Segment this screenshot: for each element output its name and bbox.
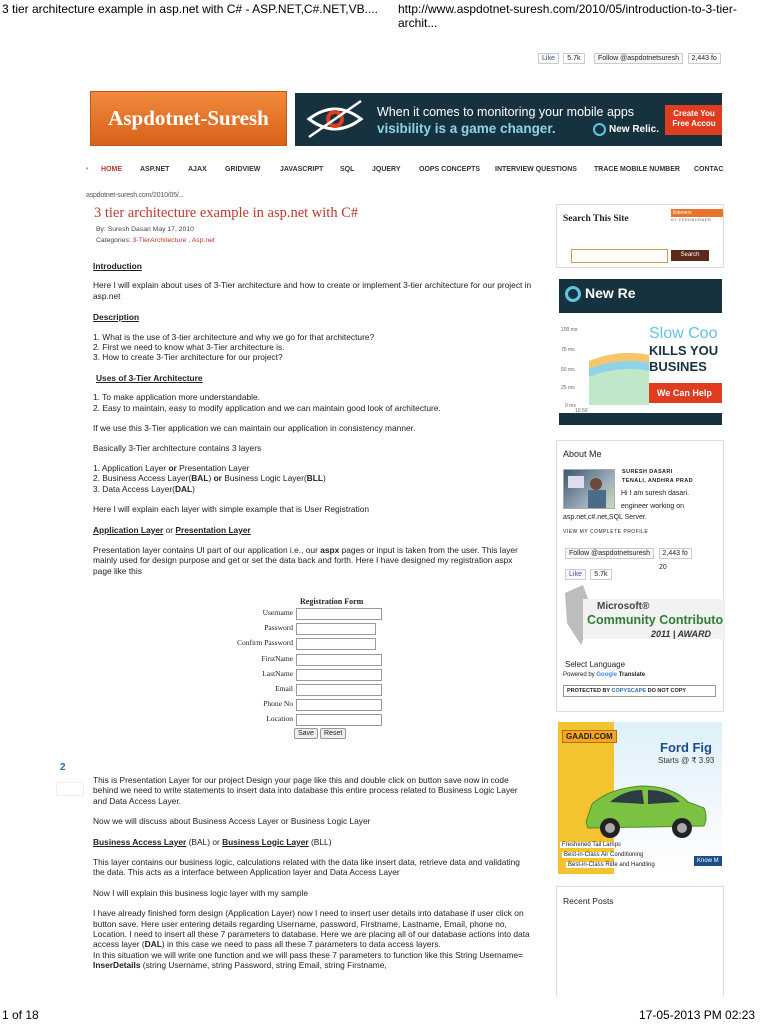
newrelic-logo-icon	[593, 123, 606, 136]
phone-input[interactable]	[296, 699, 382, 711]
discuss-paragraph: Now we will discuss about Business Access Layer or Business Logic Layer	[93, 816, 371, 827]
print-header-url: http://www.aspdotnet-suresh.com/2010/05/introduction-to-3-tier-archit...	[398, 2, 737, 30]
nav-trace-mobile[interactable]: TRACE MOBILE NUMBER	[594, 166, 680, 173]
banner-line1: When it comes to monitoring your mobile apps	[377, 105, 635, 119]
presentation-paragraph: Presentation layer contains UI part of our application i.e., our aspx pages or input is taken from the user. This layer mainly used for design purpose and get or set the data back and forth. Here I have designed my registration aspx page like this	[93, 544, 518, 576]
nav-sql[interactable]: SQL	[340, 166, 355, 173]
overlay-url-text: aspdotnet-suresh.com/2010/05/...	[86, 192, 184, 199]
list-item: 3. Data Access Layer(DAL)	[93, 483, 195, 494]
list-item: 2. Business Access Layer(BAL) or Business Logic Layer(BLL)	[93, 473, 326, 484]
mvp-award-badge: Microsoft® Community Contributo 2011 | AWARD	[563, 583, 725, 645]
banner-line2: visibility is a game changer.	[377, 121, 556, 136]
application-layer-heading: Application Layer or Presentation Layer	[93, 524, 251, 535]
nav-gridview[interactable]: GRIDVIEW	[225, 166, 261, 173]
main-nav	[86, 164, 722, 178]
basically-paragraph: Basically 3-Tier architecture contains 3 layers	[93, 443, 262, 454]
ad1-tick: 50 ms	[561, 367, 575, 373]
username-input[interactable]	[296, 608, 382, 620]
view-profile-link[interactable]: VIEW MY COMPLETE PROFILE	[563, 529, 649, 535]
eye-icon	[305, 99, 365, 139]
about-name[interactable]: SURESH DASARI	[622, 469, 673, 475]
pagination-number[interactable]: 2	[60, 762, 66, 773]
nav-bullet: •	[86, 166, 89, 173]
sidebar-like-count: 5.7k	[590, 569, 611, 580]
search-input[interactable]	[571, 249, 668, 263]
nav-contact[interactable]: CONTAC	[694, 166, 724, 173]
avatar[interactable]	[563, 469, 615, 509]
label-email: Email	[275, 684, 293, 693]
car-image	[580, 774, 710, 844]
follow-button[interactable]: Follow @aspdotnetsuresh	[594, 53, 683, 64]
banner-brand: New Relic.	[593, 123, 659, 136]
label-username: Username	[262, 608, 293, 617]
nav-ajax[interactable]: AJAX	[188, 166, 207, 173]
like-button[interactable]: Like	[538, 53, 559, 64]
label-location: Location	[266, 714, 293, 723]
intro-paragraph: Here I will explain about uses of 3-Tier architecture and how to create or implement 3-tier architecture for our project in asp.net	[93, 280, 532, 301]
confirm-password-input[interactable]	[296, 638, 376, 650]
ad2-feature-3: Best-in-Class Ride and Handling	[568, 862, 655, 868]
sidebar-follow-button[interactable]: Follow @aspdotnetsuresh	[565, 548, 654, 559]
category-link-3tier[interactable]: 3-TierArchitecture	[132, 237, 187, 244]
sidebar-like-button[interactable]: Like	[565, 569, 586, 580]
sidebar-follow-widget[interactable]	[565, 542, 692, 560]
like-widget[interactable]	[538, 47, 585, 61]
ad1-brand: New Re	[565, 285, 636, 302]
article-title: 3 tier architecture example in asp.net with C#	[94, 205, 359, 221]
newrelic-logo-icon	[565, 286, 581, 302]
uses-list	[93, 392, 533, 413]
copyscape-badge[interactable]: PROTECTED BY COPYSCAPE DO NOT COPY	[563, 685, 716, 697]
list-item: 1. Application Layer or Presentation Layer	[93, 462, 250, 473]
ad1-tick: 0 ms	[565, 403, 576, 409]
nav-javascript[interactable]: JAVASCRIPT	[280, 166, 324, 173]
ad1-line1: Slow Coo	[649, 325, 718, 342]
password-input[interactable]	[296, 623, 376, 635]
nav-interview[interactable]: INTERVIEW QUESTIONS	[495, 166, 577, 173]
intro-heading: Introduction	[93, 261, 142, 271]
ad1-tick: 100 ms	[561, 327, 578, 333]
newrelic-banner-ad[interactable]	[295, 93, 722, 146]
newrelic-side-ad[interactable]	[559, 279, 722, 425]
description-heading: Description	[93, 312, 140, 323]
nav-aspnet[interactable]: ASP.NET	[140, 166, 170, 173]
print-footer-page: 1 of 18	[2, 1008, 39, 1022]
layers-list	[93, 463, 533, 494]
about-bio-1: Hi I am suresh dasari.	[621, 490, 690, 497]
gaadi-side-ad[interactable]	[558, 722, 722, 874]
label-confirm-password: Confirm Password	[236, 638, 293, 647]
ad2-price: Starts @ ₹ 3.93	[658, 756, 715, 765]
business-layer-heading: Business Access Layer (BAL) or Business Logic Layer (BLL)	[93, 836, 332, 847]
google-logo: Google	[596, 672, 618, 678]
mvp-microsoft: Microsoft®	[597, 601, 650, 612]
label-password: Password	[264, 623, 293, 632]
ad2-model: Ford Fig	[660, 740, 712, 755]
article-body-bottom	[93, 775, 533, 971]
site-logo-text: Aspdotnet-Suresh	[108, 106, 269, 130]
uses-heading: Uses of 3-Tier Architecture	[96, 372, 203, 383]
ad2-feature-1: Freshened Tail Lamps	[562, 842, 621, 848]
location-input[interactable]	[296, 714, 382, 726]
mvp-award: AWARD	[677, 629, 712, 639]
ad1-tick: 75 ms	[561, 347, 575, 353]
mvp-line1: Community Contributo	[587, 613, 724, 627]
ad2-brand: GAADI.COM	[562, 730, 617, 743]
pagination-box	[56, 782, 84, 796]
feedburner-badge[interactable]: listeners BY FEEDBURNER	[671, 209, 723, 225]
ad2-feature-2: Best-in-Class Air Conditioning	[564, 852, 644, 858]
list-item: 2. First we need to know what 3-Tier architecture is.	[93, 342, 285, 353]
final-paragraph: I have already finished form design (Application Layer) now I need to insert user details into database if user click on button save. Here user entering details regarding Username, password, Firstname, Lastname, Email, phone no, Location. I need to insert all these 7 parameters to database. Here we are placing all of our database actions into data access layer (DAL) in this case we need to pass all these 7 parameters to data access layers. In this situation we will write one function and we will pass these 7 parameters to function like this String Username= InserDetails (string Username, string Password, string Email, string Firstname,	[93, 908, 530, 971]
recent-posts-widget	[556, 886, 724, 997]
explain2-paragraph: Now I will explain this business logic layer with my sample	[93, 887, 309, 898]
ad1-tick: 25 ms	[561, 385, 575, 391]
about-bio-2: engineer working on	[621, 503, 685, 510]
powered-by-google: Powered by Google Translate	[563, 672, 646, 678]
nav-oops[interactable]: OOPS CONCEPTS	[419, 166, 481, 173]
sidebar-follow-count: 2,443 fo	[659, 548, 692, 559]
recent-posts-title: Recent Posts	[563, 896, 614, 906]
ad1-xtick: 10:50	[575, 408, 588, 414]
category-link-aspnet[interactable]: Asp.net	[191, 237, 215, 244]
ad1-graph-graphic	[589, 331, 649, 405]
reset-button[interactable]: Reset	[320, 728, 346, 739]
lastname-input[interactable]	[296, 669, 382, 681]
nav-jquery[interactable]: JQUERY	[372, 166, 401, 173]
follow-count: 2,443 fo	[688, 53, 721, 64]
explain-paragraph: Here I will explain each layer with simple example that is User Registration	[93, 504, 370, 515]
plusone-count: 20	[659, 564, 667, 571]
like-count: 5.7k	[563, 53, 584, 64]
list-item: 1. What is the use of 3-tier architecture and why we go for that architecture?	[93, 331, 375, 342]
about-me-widget	[556, 440, 724, 712]
label-lastname: LastName	[262, 669, 293, 678]
nav-home[interactable]: HOME	[101, 166, 122, 173]
email-input[interactable]	[296, 684, 382, 696]
article-categories: Categories: 3-TierArchitecture , Asp.net	[96, 237, 215, 244]
article-body-top	[93, 261, 533, 576]
list-item: 2. Easy to maintain, easy to modify application and we can maintain good look of architecture.	[93, 402, 441, 413]
select-language[interactable]: Select Language	[565, 660, 626, 669]
consistency-paragraph: If we use this 3-Tier application we can maintain our application in consistency manner.	[93, 423, 416, 434]
sidebar-like-widget[interactable]	[565, 563, 612, 581]
article-meta-by: By: Suresh Dasari May 17, 2010	[96, 226, 194, 233]
description-list	[93, 332, 533, 363]
reg-form-title: Registration Form	[300, 597, 364, 606]
label-firstname: FirstName	[261, 654, 293, 663]
ad1-line2: KILLS YOU	[649, 343, 719, 358]
bal-paragraph: This layer contains our business logic, calculations related with the data like insert data, retrieve data and validating the data. This acts as a interface between Application layer and Data Access Layer	[93, 857, 520, 878]
search-title: Search This Site	[563, 214, 629, 224]
banner-cta-button[interactable]: Create You Free Accou	[665, 105, 722, 135]
presentation-paragraph-2: This is Presentation Layer for our project Design your page like this and double click on button save now in code behind we need to write statements to insert data into database this entire process related to Business Logic Layer and Data Access Layer.	[93, 775, 518, 806]
print-footer-datetime: 17-05-2013 PM 02:23	[639, 1008, 756, 1022]
ad1-line3: BUSINES	[649, 359, 707, 374]
ad1-cta-button[interactable]: We Can Help	[649, 383, 722, 403]
mvp-year: 2011	[651, 629, 671, 639]
about-location: TENALI, ANDHRA PRAD	[622, 478, 694, 484]
list-item: 1. To make application more understandable.	[93, 392, 260, 403]
follow-widget[interactable]	[594, 47, 721, 61]
print-header-title: 3 tier architecture example in asp.net with C# - ASP.NET,C#.NET,VB....	[2, 2, 378, 16]
firstname-input[interactable]	[296, 654, 382, 666]
list-item: 3. How to create 3-Tier architecture for our project?	[93, 352, 283, 363]
search-box-widget	[556, 204, 724, 268]
site-logo[interactable]	[90, 91, 287, 146]
ad2-cta-button[interactable]: Know M	[694, 856, 722, 866]
about-title: About Me	[563, 449, 602, 459]
search-button[interactable]: Search	[671, 250, 709, 261]
label-phone: Phone No	[263, 699, 293, 708]
save-button[interactable]: Save	[294, 728, 318, 739]
about-bio-3: asp.net,c#.net,SQL Server.	[563, 514, 647, 521]
